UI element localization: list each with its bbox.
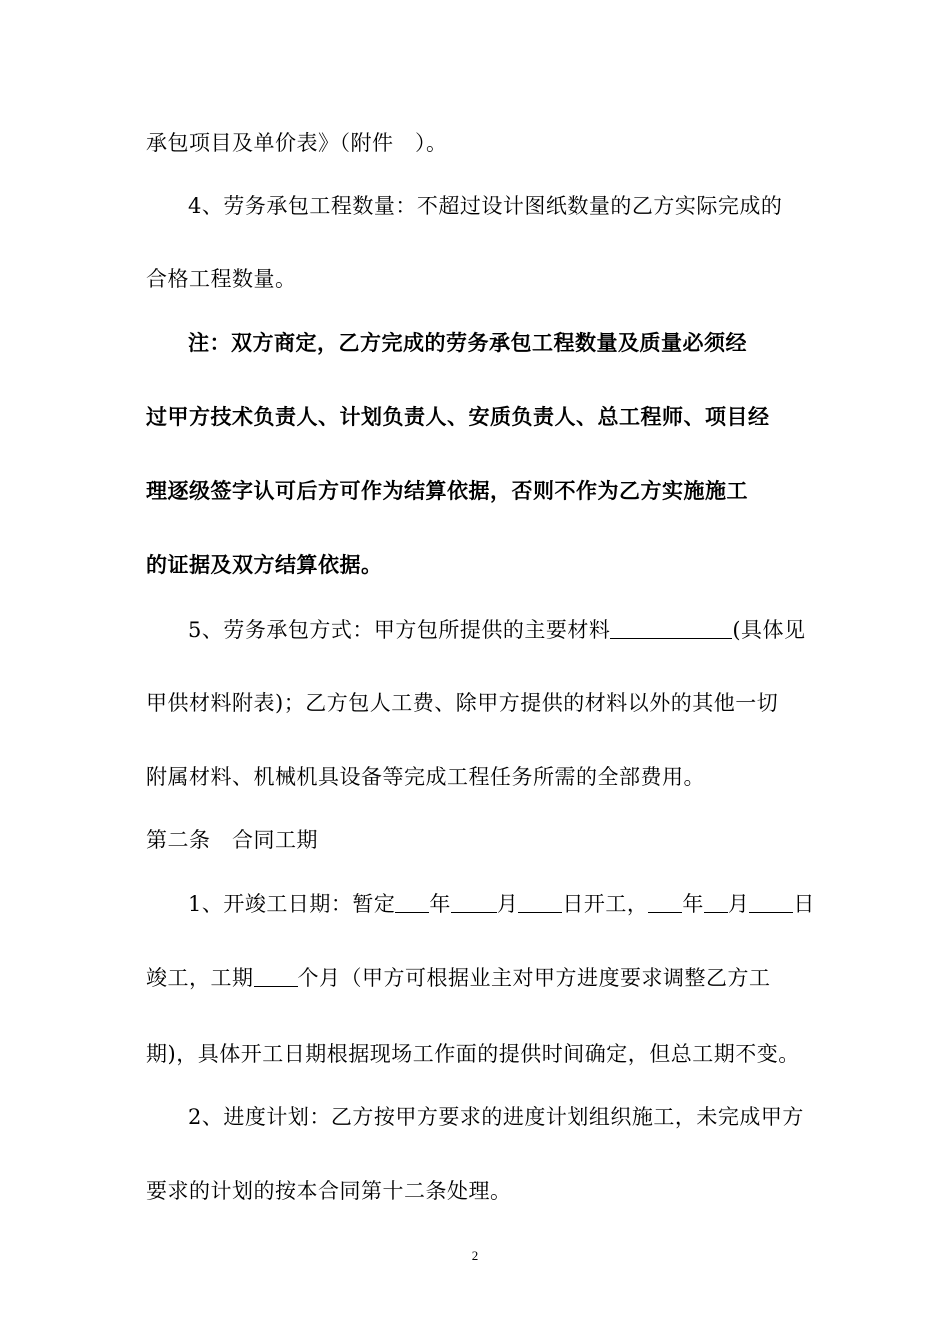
start-year-blank — [395, 892, 429, 913]
clause-4-line-2: 合格工程数量。 — [146, 267, 297, 291]
end-day-blank — [749, 892, 793, 913]
schedule-text-2: 竣工，工期 — [146, 966, 254, 990]
paragraph-line: 承包项目及单价表》（附件 ）。 — [146, 131, 448, 155]
progress-plan-line-2: 要求的计划的按本合同第十二条处理。 — [146, 1179, 512, 1203]
start-month-blank — [451, 892, 497, 913]
note-line-3: 理逐级签字认可后方可作为结算依据，否则不作为乙方实施施工 — [146, 478, 748, 503]
note-line-1: 注：双方商定，乙方完成的劳务承包工程数量及质量必须经 — [188, 330, 747, 355]
month-label: 月 — [496, 892, 519, 916]
schedule-line-1 — [188, 890, 815, 918]
material-blank — [610, 618, 732, 639]
clause-5-line-1 — [188, 616, 806, 644]
article-2-heading: 第二条 合同工期 — [146, 828, 318, 852]
start-label: 日开工， — [562, 892, 649, 916]
clause-5-line-2: 甲供材料附表)；乙方包人工费、除甲方提供的材料以外的其他一切 — [146, 691, 779, 715]
clause-4-line-1: 4、劳务承包工程数量：不超过设计图纸数量的乙方实际完成的 — [188, 194, 783, 218]
duration-blank — [254, 966, 298, 987]
month-label-2: 月 — [727, 892, 750, 916]
schedule-text-3: 个月（甲方可根据业主对甲方进度要求调整乙方工 — [297, 966, 771, 990]
clause-5-line-3: 附属材料、机械机具设备等完成工程任务所需的全部费用。 — [146, 765, 705, 789]
clause-5-text-tail: (具体见 — [732, 618, 806, 642]
year-label: 年 — [429, 892, 451, 916]
schedule-text: 1、开竣工日期：暂定 — [188, 892, 396, 916]
year-label-2: 年 — [682, 892, 704, 916]
end-month-blank — [704, 892, 728, 913]
schedule-line-3: 期)，具体开工日期根据现场工作面的提供时间确定，但总工期不变。 — [146, 1042, 800, 1066]
note-line-2: 过甲方技术负责人、计划负责人、安质负责人、总工程师、项目经 — [146, 404, 770, 429]
day-label: 日 — [793, 892, 815, 916]
clause-5-text: 5、劳务承包方式：甲方包所提供的主要材料 — [188, 618, 611, 642]
start-day-blank — [518, 892, 562, 913]
end-year-blank — [648, 892, 682, 913]
progress-plan-line-1: 2、进度计划：乙方按甲方要求的进度计划组织施工，未完成甲方 — [188, 1105, 804, 1129]
schedule-line-2 — [146, 964, 771, 992]
page-number: 2 — [471, 1248, 479, 1263]
note-line-4: 的证据及双方结算依据。 — [146, 552, 383, 577]
